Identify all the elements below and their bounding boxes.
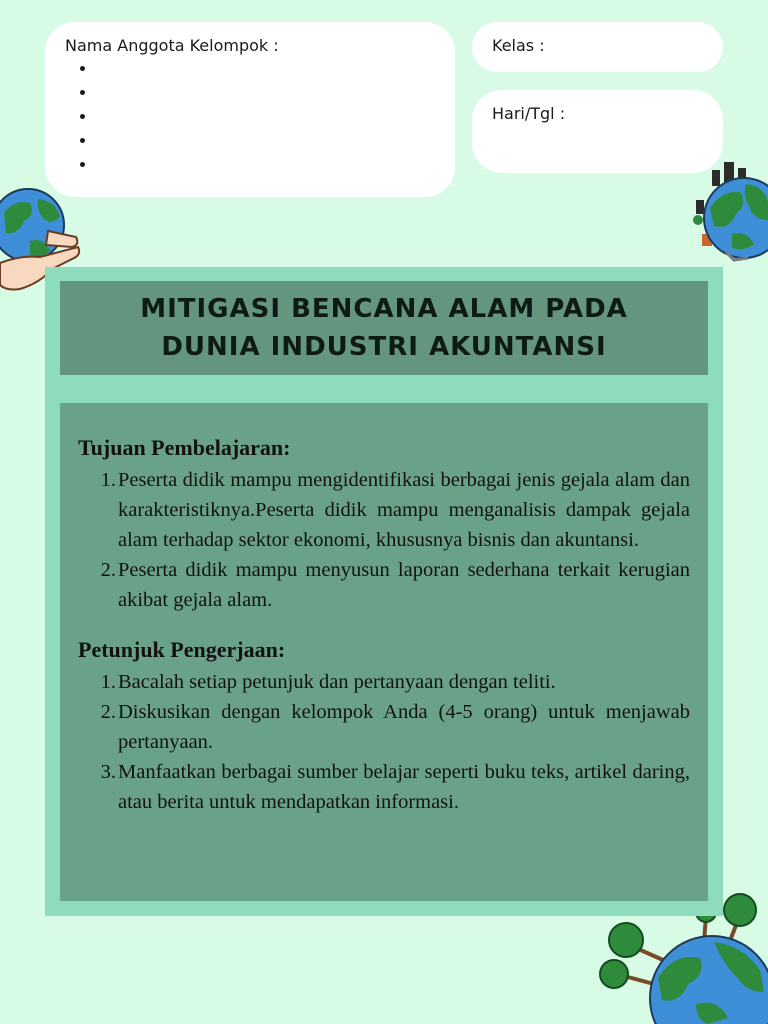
group-members-card[interactable]	[45, 22, 455, 197]
list-item-text: Manfaatkan berbagai sumber belajar seperti buku teks, artikel daring, atau berita untuk mendapatkan informasi.	[118, 761, 690, 813]
list-item-text: Peserta didik mampu menyusun laporan sederhana terkait kerugian akibat gejala alam.	[118, 559, 690, 611]
title-line-2: DUNIA INDUSTRI AKUNTANSI	[161, 332, 607, 362]
instructions-heading: Petunjuk Pengerjaan:	[78, 637, 286, 662]
list-item-text: Bacalah setiap petunjuk dan pertanyaan dengan teliti.	[118, 671, 556, 693]
page-title	[140, 290, 628, 366]
content-frame	[45, 389, 723, 916]
title-frame	[45, 267, 723, 389]
list-item-number: 1.	[100, 671, 116, 693]
instructions-list	[78, 667, 690, 817]
day-date-card[interactable]	[472, 90, 723, 173]
list-item-text: Diskusikan dengan kelompok Anda (4-5 orang) untuk menjawab pertanyaan.	[118, 701, 690, 753]
title-box	[60, 281, 708, 375]
member-bullet[interactable]	[97, 81, 435, 105]
group-members-label: Nama Anggota Kelompok :	[65, 36, 279, 55]
list-item-number: 3.	[100, 761, 116, 783]
list-item-number: 2.	[100, 559, 116, 581]
list-item	[78, 465, 690, 555]
list-item	[78, 697, 690, 757]
content-box	[60, 403, 708, 901]
member-bullet[interactable]	[97, 153, 435, 177]
list-item-number: 2.	[100, 701, 116, 723]
member-bullet[interactable]	[97, 57, 435, 81]
list-item	[78, 667, 690, 697]
list-item	[78, 555, 690, 615]
group-members-list	[65, 57, 435, 177]
objectives-list	[78, 465, 690, 615]
class-card[interactable]	[472, 22, 723, 72]
day-date-label: Hari/Tgl :	[492, 104, 566, 123]
class-label: Kelas :	[492, 36, 545, 55]
objectives-heading: Tujuan Pembelajaran:	[78, 435, 291, 460]
title-line-1: MITIGASI BENCANA ALAM PADA	[140, 294, 628, 324]
list-item-text: Peserta didik mampu mengidentifikasi berbagai jenis gejala alam dan karakteristiknya.Peserta didik mampu menganalisis dampak gejala alam terhadap sektor ekonomi, khususnya bisnis dan akuntansi.	[118, 469, 690, 551]
list-item	[78, 757, 690, 817]
globe-with-city-icon	[688, 160, 768, 266]
member-bullet[interactable]	[97, 129, 435, 153]
member-bullet[interactable]	[97, 105, 435, 129]
list-item-number: 1.	[100, 469, 116, 491]
